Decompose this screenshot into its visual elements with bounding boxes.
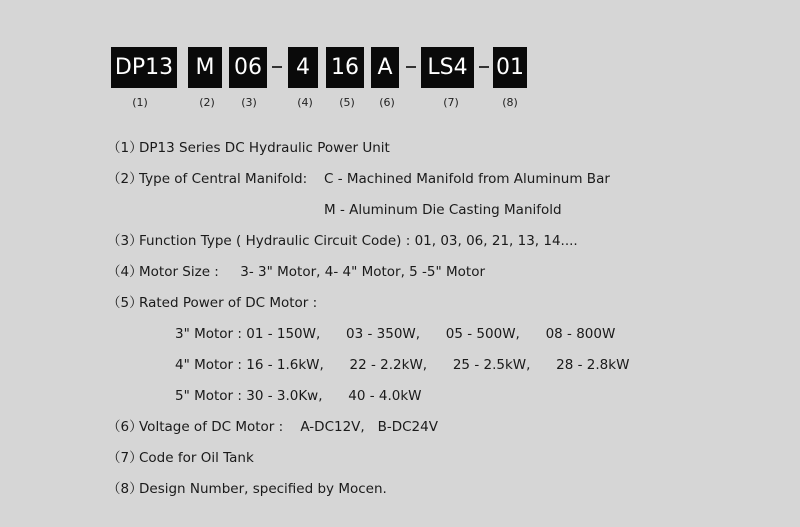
- legend-tag: （4）: [107, 264, 143, 280]
- power-row-5in: 5" Motor : 30 - 3.0Kw, 40 - 4.0kW: [175, 388, 422, 404]
- code-box-voltage: A: [371, 47, 399, 88]
- manifold-option-c: C - Machined Manifold from Aluminum Bar: [324, 171, 610, 187]
- code-box-power: 16: [326, 47, 364, 88]
- legend-tag: （6）: [107, 419, 143, 435]
- code-box-oil-tank: LS4: [421, 47, 474, 88]
- legend-text: Code for Oil Tank: [139, 450, 254, 466]
- position-number: (6): [379, 96, 395, 109]
- legend-tag: （1）: [107, 140, 143, 156]
- code-box-motor-size: 4: [288, 47, 318, 88]
- legend-text: DP13 Series DC Hydraulic Power Unit: [139, 140, 390, 156]
- manifold-option-m: M - Aluminum Die Casting Manifold: [324, 202, 562, 218]
- legend-item-2: [107, 170, 307, 188]
- position-number: (8): [502, 96, 518, 109]
- code-box-series: DP13: [111, 47, 177, 88]
- legend-item-5: [107, 294, 317, 312]
- legend-tag: （7）: [107, 450, 143, 466]
- legend-item-7: [107, 449, 254, 467]
- separator-dash: [272, 66, 282, 68]
- position-number: (3): [241, 96, 257, 109]
- legend-tag: （5）: [107, 295, 143, 311]
- legend-text: Motor Size : 3- 3" Motor, 4- 4" Motor, 5 -5" Motor: [139, 264, 486, 280]
- legend-item-6: [107, 418, 438, 436]
- position-number: (1): [132, 96, 148, 109]
- separator-dash: [479, 66, 489, 68]
- legend-tag: （8）: [107, 481, 143, 497]
- legend-item-3: [107, 232, 578, 250]
- position-number: (2): [199, 96, 215, 109]
- legend-text: Function Type ( Hydraulic Circuit Code) : 01, 03, 06, 21, 13, 14....: [139, 233, 578, 249]
- legend-text: Rated Power of DC Motor :: [139, 295, 318, 311]
- code-box-function: 06: [229, 47, 267, 88]
- code-box-design: 01: [493, 47, 527, 88]
- legend-text: Design Number, specified by Mocen.: [139, 481, 387, 497]
- separator-dash: [406, 66, 416, 68]
- legend-item-1: [107, 139, 390, 157]
- position-number: (4): [297, 96, 313, 109]
- legend-tag: （3）: [107, 233, 143, 249]
- code-box-manifold: M: [188, 47, 222, 88]
- position-number: (7): [443, 96, 459, 109]
- legend-item-4: [107, 263, 485, 281]
- legend-text: Voltage of DC Motor : A-DC12V, B-DC24V: [139, 419, 438, 435]
- legend-tag: （2）: [107, 171, 143, 187]
- power-row-3in: 3" Motor : 01 - 150W, 03 - 350W, 05 - 500W, 08 - 800W: [175, 326, 616, 342]
- legend-text: Type of Central Manifold:: [139, 171, 308, 187]
- legend-item-8: [107, 480, 387, 498]
- power-row-4in: 4" Motor : 16 - 1.6kW, 22 - 2.2kW, 25 - 2.5kW, 28 - 2.8kW: [175, 357, 630, 373]
- position-number: (5): [339, 96, 355, 109]
